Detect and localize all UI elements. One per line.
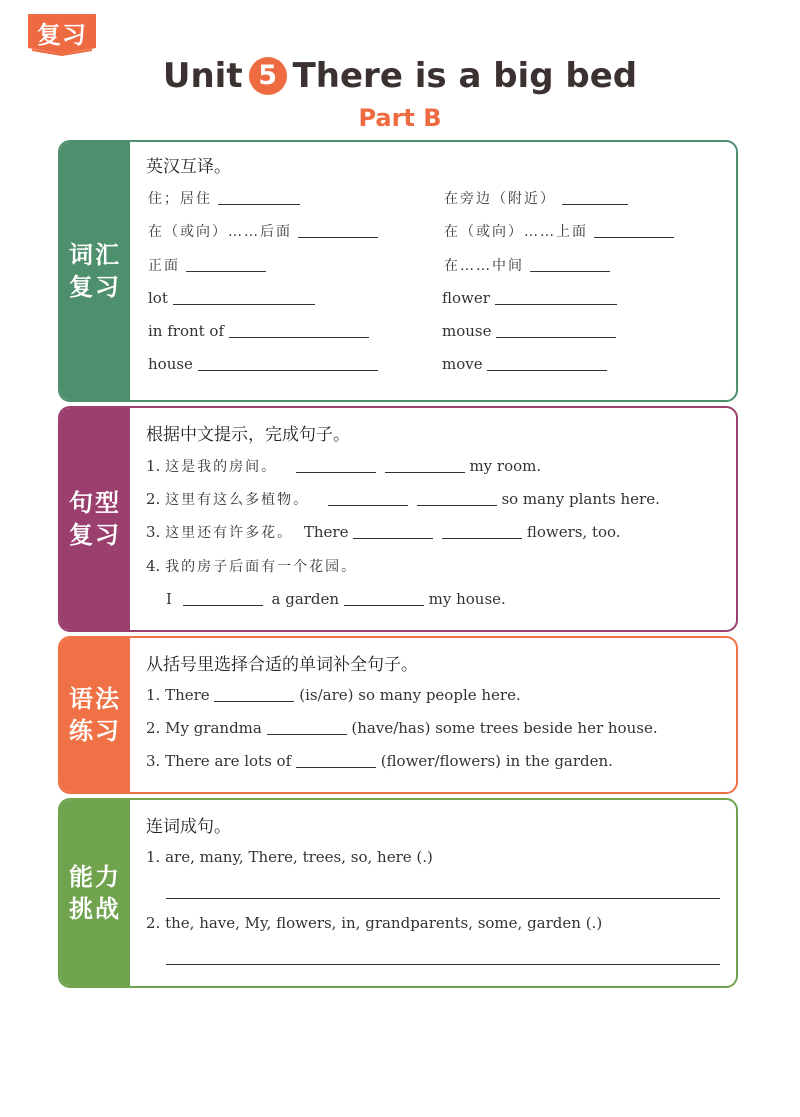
grammar-tab-label: 语法练习 [69, 685, 121, 745]
answer-blank[interactable] [487, 356, 607, 371]
sentence-item: 3. 这里还有许多花。 There flowers, too. [146, 523, 621, 541]
answer-blank[interactable] [594, 223, 674, 238]
vocab-item: 在旁边（附近） [444, 188, 628, 208]
grammar-item: 1. There (is/are) so many people here. [146, 686, 521, 704]
sentence-item: 4. 我的房子后面有一个花园。 [146, 557, 358, 575]
answer-blank[interactable] [385, 458, 465, 473]
vocab-section [58, 140, 738, 402]
answer-blank[interactable] [344, 591, 424, 606]
challenge-section [58, 798, 738, 988]
challenge-heading: 连词成句。 [146, 817, 231, 837]
sentence-item: 2. 这里有这么多植物。 so many plants here. [146, 490, 660, 508]
answer-blank[interactable] [296, 458, 376, 473]
grammar-item: 3. There are lots of (flower/flowers) in the garden. [146, 752, 613, 770]
vocab-item: 在（或向）……上面 [444, 221, 674, 241]
answer-line[interactable] [166, 898, 720, 899]
answer-line[interactable] [166, 964, 720, 965]
sentence-tab [60, 408, 130, 630]
vocab-tab [60, 142, 130, 400]
answer-blank[interactable] [229, 323, 369, 338]
page-title [0, 56, 800, 96]
answer-blank[interactable] [530, 257, 610, 272]
challenge-tab [60, 800, 130, 986]
answer-blank[interactable] [562, 190, 628, 205]
vocab-item: move [442, 355, 607, 373]
answer-blank[interactable] [442, 524, 522, 539]
answer-blank[interactable] [496, 323, 616, 338]
challenge-question: 2. the, have, My, flowers, in, grandparents, some, garden (.) [146, 914, 603, 932]
vocab-item: 在（或向）……后面 [148, 221, 378, 241]
vocab-item: house [148, 355, 378, 373]
badge-text: 复习 [37, 21, 87, 49]
vocab-item: 正面 [148, 255, 266, 275]
grammar-tab [60, 638, 130, 792]
answer-blank[interactable] [417, 491, 497, 506]
challenge-question: 1. are, many, There, trees, so, here (.) [146, 848, 433, 866]
sentence-section [58, 406, 738, 632]
page-subtitle: Part B [358, 104, 442, 132]
answer-blank[interactable] [183, 591, 263, 606]
vocab-item: flower [442, 289, 617, 307]
answer-blank[interactable] [173, 290, 315, 305]
unit-number: 5 [249, 57, 287, 95]
vocab-item: lot [148, 289, 315, 307]
answer-blank[interactable] [267, 720, 347, 735]
sentence-item: 1. 这是我的房间。 my room. [146, 457, 542, 475]
grammar-heading: 从括号里选择合适的单词补全句子。 [146, 655, 418, 675]
vocab-item: mouse [442, 322, 616, 340]
sentence-heading: 根据中文提示，完成句子。 [146, 425, 350, 445]
answer-blank[interactable] [495, 290, 617, 305]
title-lesson: There is a big bed [292, 56, 638, 96]
sentence-tab-label: 句型复习 [69, 489, 121, 549]
vocab-item: 在……中间 [444, 255, 610, 275]
grammar-section [58, 636, 738, 794]
answer-blank[interactable] [186, 257, 266, 272]
vocab-item: 住；居住 [148, 188, 300, 208]
answer-blank[interactable] [328, 491, 408, 506]
vocab-item: in front of [148, 322, 369, 340]
vocab-tab-label: 词汇复习 [69, 241, 121, 301]
review-badge [26, 12, 98, 56]
answer-blank[interactable] [353, 524, 433, 539]
vocab-heading: 英汉互译。 [146, 157, 231, 177]
sentence-item-continued: I a garden my house. [166, 590, 506, 608]
title-unit-word: Unit [162, 56, 243, 96]
answer-blank[interactable] [198, 356, 378, 371]
challenge-tab-label: 能力挑战 [69, 863, 121, 923]
grammar-item: 2. My grandma (have/has) some trees beside her house. [146, 719, 658, 737]
answer-blank[interactable] [298, 223, 378, 238]
answer-blank[interactable] [296, 753, 376, 768]
answer-blank[interactable] [214, 687, 294, 702]
answer-blank[interactable] [218, 190, 300, 205]
